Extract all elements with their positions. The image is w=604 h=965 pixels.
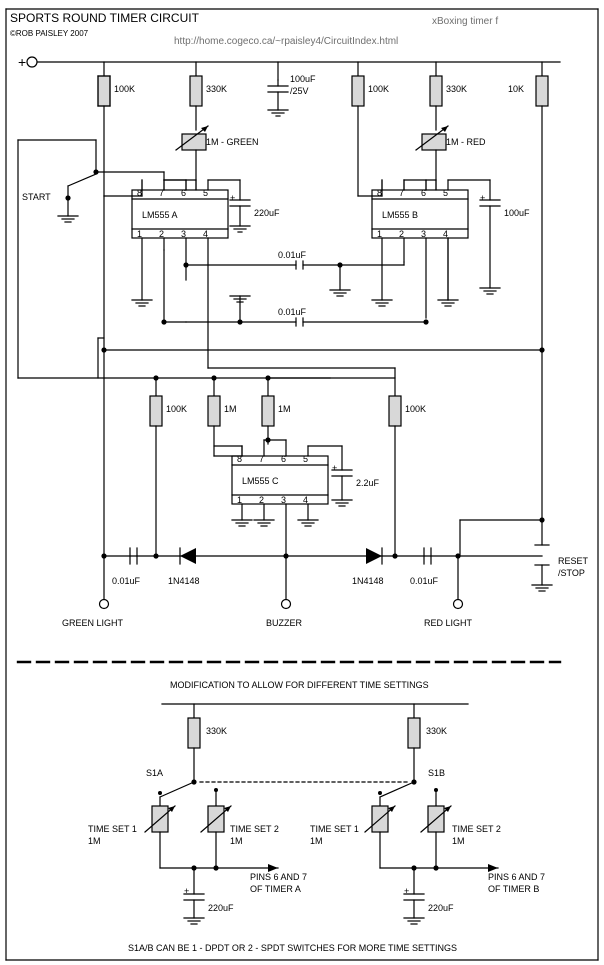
icC-pin-3: 3 (281, 495, 287, 505)
cap-c2-label: 220uF (254, 208, 280, 218)
cap-c5-label: 0.01uF (278, 307, 307, 317)
icC-pin-7: 7 (259, 454, 265, 464)
cap-c8-label: 0.01uF (410, 576, 439, 586)
page-title: SPORTS ROUND TIMER CIRCUIT (10, 11, 199, 25)
cap-c3-plus: + (480, 193, 486, 203)
resistor-r6-label: 100K (166, 404, 188, 414)
cap-c6-label: 2.2uF (356, 478, 380, 488)
icB-pin-7: 7 (399, 188, 405, 198)
mod-cap-2-plus: + (404, 886, 410, 896)
cap-c7-label: 0.01uF (112, 576, 141, 586)
time-set-2a-line1: TIME SET 2 (230, 824, 279, 834)
icC-name: LM555 C (242, 476, 279, 486)
supply-plus-label: + (18, 54, 27, 70)
icC-pin-4: 4 (303, 495, 309, 505)
pot-p2-label: 1M - RED (446, 137, 486, 147)
cap-c1-label-line1: 100uF (290, 74, 316, 84)
mod-footer-note: S1A/B CAN BE 1 - DPDT OR 2 - SPDT SWITCHES FOR MORE TIME SETTINGS (128, 943, 458, 953)
icA-pin-5: 5 (203, 188, 209, 198)
time-set-1a-line1: TIME SET 1 (88, 824, 137, 834)
switch-s1a-label[interactable]: S1A (146, 768, 164, 778)
output-green-light-label: GREEN LIGHT (62, 618, 124, 628)
cap-c6-plus: + (332, 463, 338, 473)
icC-pin-2: 2 (259, 495, 265, 505)
icC-pin-1: 1 (237, 495, 243, 505)
cap-c1-label-line2: /25V (290, 86, 309, 96)
icA-pin-6: 6 (181, 188, 187, 198)
mod-title: MODIFICATION TO ALLOW FOR DIFFERENT TIME SETTINGS (170, 680, 429, 690)
resistor-r7-label: 1M (224, 404, 237, 414)
icC-pin-5: 5 (303, 454, 309, 464)
resistor-r3-label: 100K (368, 84, 390, 94)
time-set-1a-line2: 1M (88, 836, 101, 846)
mod-cap-1-plus: + (184, 886, 190, 896)
icB-pin-3: 3 (421, 229, 427, 239)
icB-pin-1: 1 (377, 229, 383, 239)
resistor-r2-label: 330K (206, 84, 228, 94)
icC-pin-8: 8 (237, 454, 243, 464)
mod-cap-1-label: 220uF (208, 903, 234, 913)
icB-pin-5: 5 (443, 188, 449, 198)
icA-pin-4: 4 (203, 229, 209, 239)
reset-switch-label-line2[interactable]: /STOP (558, 568, 585, 578)
icA-pin-2: 2 (159, 229, 165, 239)
switch-s1b-label[interactable]: S1B (428, 768, 446, 778)
icA-name: LM555 A (142, 210, 178, 220)
icB-pin-2: 2 (399, 229, 405, 239)
start-switch-label[interactable]: START (22, 192, 51, 202)
icA-pin-1: 1 (137, 229, 143, 239)
cap-c3-label: 100uF (504, 208, 530, 218)
header-right-note: xBoxing timer f (432, 16, 499, 27)
resistor-r8-label: 1M (278, 404, 291, 414)
diode-d1-label: 1N4148 (168, 576, 200, 586)
icB-pin-4: 4 (443, 229, 449, 239)
cap-c4-label: 0.01uF (278, 250, 307, 260)
copyright: ©ROB PAISLEY 2007 (10, 29, 89, 38)
time-set-2a-line2: 1M (230, 836, 243, 846)
icC-pin-6: 6 (281, 454, 287, 464)
icB-pin-8: 8 (377, 188, 383, 198)
output-buzzer-label: BUZZER (266, 618, 302, 628)
mod-cap-2-label: 220uF (428, 903, 454, 913)
time-set-1b-line2: 1M (310, 836, 323, 846)
icB-name: LM555 B (382, 210, 419, 220)
cap-c2-plus: + (230, 193, 236, 203)
time-set-2b-line1: TIME SET 2 (452, 824, 501, 834)
resistor-r9-label: 100K (405, 404, 427, 414)
mod-resistor-2-label: 330K (426, 726, 448, 736)
icA-pin-8: 8 (137, 188, 143, 198)
project-url: http://home.cogeco.ca/~rpaisley4/CircuitIndex.html (174, 36, 399, 47)
pot-p1-label: 1M - GREEN (206, 137, 259, 147)
icA-pin-3: 3 (181, 229, 187, 239)
time-set-1b-line1: TIME SET 1 (310, 824, 359, 834)
icA-pin-7: 7 (159, 188, 165, 198)
resistor-r5-label: 10K (508, 84, 525, 94)
pin-note-b-line1: PINS 6 AND 7 (488, 872, 546, 882)
output-red-light-label: RED LIGHT (424, 618, 473, 628)
time-set-2b-line2: 1M (452, 836, 465, 846)
icB-pin-6: 6 (421, 188, 427, 198)
reset-switch-label-line1[interactable]: RESET (558, 556, 589, 566)
resistor-r4-label: 330K (446, 84, 468, 94)
pin-note-a-line1: PINS 6 AND 7 (250, 872, 308, 882)
pin-note-b-line2: OF TIMER B (488, 884, 540, 894)
pin-note-a-line2: OF TIMER A (250, 884, 301, 894)
mod-resistor-1-label: 330K (206, 726, 228, 736)
diode-d2-label: 1N4148 (352, 576, 384, 586)
resistor-r1-label: 100K (114, 84, 136, 94)
